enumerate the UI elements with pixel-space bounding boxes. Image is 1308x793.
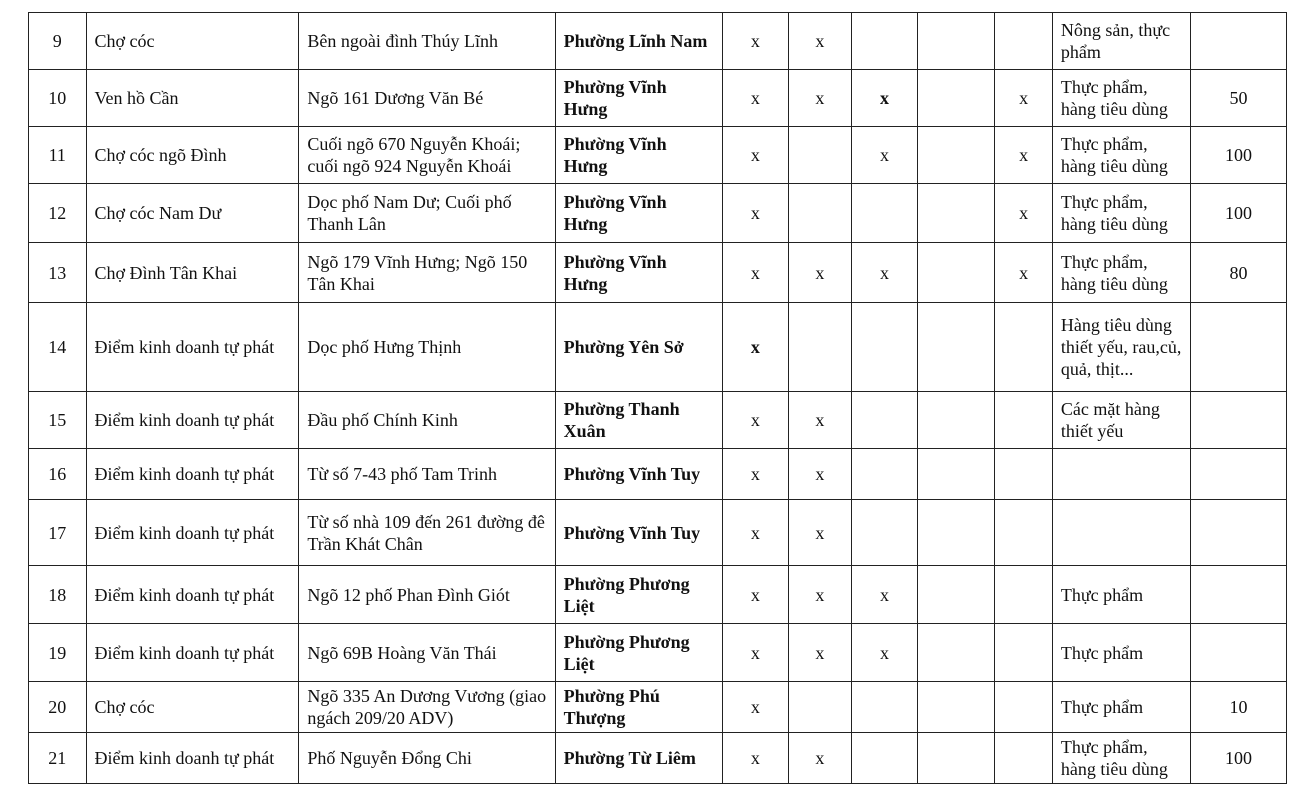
goods-type: Hàng tiêu dùng thiết yếu, rau,củ, quả, thịt... xyxy=(1052,303,1190,392)
table-row xyxy=(29,624,1287,682)
market-name: Chợ Đình Tân Khai xyxy=(86,243,299,303)
mark-cell-1: x xyxy=(723,500,789,566)
mark-cell-2: x xyxy=(788,624,852,682)
table-row xyxy=(29,566,1287,624)
goods-type xyxy=(1052,500,1190,566)
mark-cell-5: x xyxy=(995,243,1053,303)
vendor-count xyxy=(1191,449,1287,500)
ward-name: Phường Phương Liệt xyxy=(555,624,722,682)
goods-type xyxy=(1052,449,1190,500)
ward-name: Phường Lĩnh Nam xyxy=(555,13,722,70)
mark-cell-3: x xyxy=(852,624,918,682)
mark-cell-3: x xyxy=(852,70,918,127)
mark-cell-5 xyxy=(995,449,1053,500)
vendor-count: 100 xyxy=(1191,184,1287,243)
vendor-count xyxy=(1191,303,1287,392)
mark-cell-5 xyxy=(995,566,1053,624)
row-number: 19 xyxy=(29,624,87,682)
market-location: Dọc phố Nam Dư; Cuối phố Thanh Lân xyxy=(299,184,555,243)
market-name: Điểm kinh doanh tự phát xyxy=(86,733,299,784)
market-name: Điểm kinh doanh tự phát xyxy=(86,500,299,566)
goods-type: Thực phẩm xyxy=(1052,566,1190,624)
market-name: Điểm kinh doanh tự phát xyxy=(86,392,299,449)
market-location: Bên ngoài đình Thúy Lĩnh xyxy=(299,13,555,70)
mark-cell-2 xyxy=(788,127,852,184)
mark-cell-4 xyxy=(917,392,995,449)
mark-cell-3 xyxy=(852,184,918,243)
row-number: 16 xyxy=(29,449,87,500)
ward-name: Phường Vĩnh Hưng xyxy=(555,184,722,243)
market-name: Chợ cóc Nam Dư xyxy=(86,184,299,243)
ward-name: Phường Vĩnh Tuy xyxy=(555,500,722,566)
market-name: Điểm kinh doanh tự phát xyxy=(86,624,299,682)
market-location: Từ số nhà 109 đến 261 đường đê Trần Khát Chân xyxy=(299,500,555,566)
mark-cell-5 xyxy=(995,733,1053,784)
mark-cell-2: x xyxy=(788,13,852,70)
mark-cell-2: x xyxy=(788,243,852,303)
table-row xyxy=(29,392,1287,449)
market-table xyxy=(28,12,1287,784)
market-name: Chợ cóc xyxy=(86,13,299,70)
mark-cell-5 xyxy=(995,682,1053,733)
mark-cell-1: x xyxy=(723,624,789,682)
mark-cell-4 xyxy=(917,449,995,500)
market-name: Chợ cóc ngõ Đình xyxy=(86,127,299,184)
market-location: Phố Nguyễn Đổng Chi xyxy=(299,733,555,784)
mark-cell-2 xyxy=(788,682,852,733)
table-row xyxy=(29,127,1287,184)
mark-cell-5 xyxy=(995,13,1053,70)
ward-name: Phường Vĩnh Tuy xyxy=(555,449,722,500)
mark-cell-1: x xyxy=(723,243,789,303)
market-name: Ven hồ Cần xyxy=(86,70,299,127)
row-number: 9 xyxy=(29,13,87,70)
mark-cell-2 xyxy=(788,184,852,243)
goods-type: Thực phẩm, hàng tiêu dùng xyxy=(1052,733,1190,784)
ward-name: Phường Yên Sở xyxy=(555,303,722,392)
mark-cell-1: x xyxy=(723,733,789,784)
vendor-count xyxy=(1191,13,1287,70)
goods-type: Thực phẩm, hàng tiêu dùng xyxy=(1052,243,1190,303)
row-number: 18 xyxy=(29,566,87,624)
mark-cell-4 xyxy=(917,70,995,127)
mark-cell-4 xyxy=(917,184,995,243)
row-number: 10 xyxy=(29,70,87,127)
mark-cell-4 xyxy=(917,682,995,733)
goods-type: Các mặt hàng thiết yếu xyxy=(1052,392,1190,449)
market-location: Ngõ 161 Dương Văn Bé xyxy=(299,70,555,127)
mark-cell-1: x xyxy=(723,13,789,70)
goods-type: Thực phẩm, hàng tiêu dùng xyxy=(1052,127,1190,184)
row-number: 17 xyxy=(29,500,87,566)
ward-name: Phường Vĩnh Hưng xyxy=(555,243,722,303)
mark-cell-3 xyxy=(852,500,918,566)
table-row xyxy=(29,70,1287,127)
row-number: 14 xyxy=(29,303,87,392)
vendor-count: 100 xyxy=(1191,127,1287,184)
mark-cell-4 xyxy=(917,243,995,303)
goods-type: Thực phẩm xyxy=(1052,682,1190,733)
goods-type: Thực phẩm, hàng tiêu dùng xyxy=(1052,70,1190,127)
mark-cell-2: x xyxy=(788,733,852,784)
vendor-count xyxy=(1191,392,1287,449)
mark-cell-4 xyxy=(917,733,995,784)
mark-cell-5: x xyxy=(995,70,1053,127)
mark-cell-3: x xyxy=(852,127,918,184)
vendor-count: 50 xyxy=(1191,70,1287,127)
market-location: Đầu phố Chính Kinh xyxy=(299,392,555,449)
mark-cell-4 xyxy=(917,624,995,682)
table-row xyxy=(29,243,1287,303)
market-location: Ngõ 179 Vĩnh Hưng; Ngõ 150 Tân Khai xyxy=(299,243,555,303)
table-body xyxy=(29,13,1287,784)
mark-cell-1: x xyxy=(723,449,789,500)
mark-cell-3 xyxy=(852,449,918,500)
market-location: Ngõ 12 phố Phan Đình Giót xyxy=(299,566,555,624)
market-name: Chợ cóc xyxy=(86,682,299,733)
market-location: Ngõ 335 An Dương Vương (giao ngách 209/20 ADV) xyxy=(299,682,555,733)
market-location: Ngõ 69B Hoàng Văn Thái xyxy=(299,624,555,682)
ward-name: Phường Từ Liêm xyxy=(555,733,722,784)
vendor-count: 80 xyxy=(1191,243,1287,303)
market-name: Điểm kinh doanh tự phát xyxy=(86,303,299,392)
mark-cell-1: x xyxy=(723,70,789,127)
ward-name: Phường Thanh Xuân xyxy=(555,392,722,449)
mark-cell-4 xyxy=(917,127,995,184)
table-row xyxy=(29,682,1287,733)
market-location: Cuối ngõ 670 Nguyễn Khoái; cuối ngõ 924 Nguyễn Khoái xyxy=(299,127,555,184)
mark-cell-2: x xyxy=(788,449,852,500)
vendor-count: 100 xyxy=(1191,733,1287,784)
mark-cell-2: x xyxy=(788,566,852,624)
goods-type: Thực phẩm xyxy=(1052,624,1190,682)
mark-cell-4 xyxy=(917,500,995,566)
table-row xyxy=(29,13,1287,70)
table-row xyxy=(29,303,1287,392)
mark-cell-5 xyxy=(995,624,1053,682)
mark-cell-3 xyxy=(852,392,918,449)
market-name: Điểm kinh doanh tự phát xyxy=(86,449,299,500)
mark-cell-3 xyxy=(852,13,918,70)
vendor-count: 10 xyxy=(1191,682,1287,733)
ward-name: Phường Phương Liệt xyxy=(555,566,722,624)
mark-cell-5: x xyxy=(995,184,1053,243)
table-row xyxy=(29,733,1287,784)
market-name: Điểm kinh doanh tự phát xyxy=(86,566,299,624)
table-row xyxy=(29,500,1287,566)
row-number: 12 xyxy=(29,184,87,243)
vendor-count xyxy=(1191,566,1287,624)
mark-cell-4 xyxy=(917,13,995,70)
row-number: 15 xyxy=(29,392,87,449)
table-row xyxy=(29,184,1287,243)
mark-cell-2: x xyxy=(788,500,852,566)
mark-cell-1: x xyxy=(723,392,789,449)
goods-type: Nông sản, thực phẩm xyxy=(1052,13,1190,70)
ward-name: Phường Vĩnh Hưng xyxy=(555,70,722,127)
mark-cell-1: x xyxy=(723,127,789,184)
mark-cell-2: x xyxy=(788,392,852,449)
goods-type: Thực phẩm, hàng tiêu dùng xyxy=(1052,184,1190,243)
row-number: 21 xyxy=(29,733,87,784)
ward-name: Phường Vĩnh Hưng xyxy=(555,127,722,184)
mark-cell-3: x xyxy=(852,243,918,303)
vendor-count xyxy=(1191,500,1287,566)
mark-cell-1: x xyxy=(723,184,789,243)
vendor-count xyxy=(1191,624,1287,682)
mark-cell-5 xyxy=(995,500,1053,566)
ward-name: Phường Phú Thượng xyxy=(555,682,722,733)
mark-cell-1: x xyxy=(723,303,789,392)
row-number: 11 xyxy=(29,127,87,184)
mark-cell-3 xyxy=(852,303,918,392)
mark-cell-3: x xyxy=(852,566,918,624)
mark-cell-2 xyxy=(788,303,852,392)
mark-cell-1: x xyxy=(723,682,789,733)
mark-cell-1: x xyxy=(723,566,789,624)
mark-cell-4 xyxy=(917,303,995,392)
mark-cell-3 xyxy=(852,682,918,733)
mark-cell-5 xyxy=(995,392,1053,449)
mark-cell-4 xyxy=(917,566,995,624)
row-number: 20 xyxy=(29,682,87,733)
market-location: Từ số 7-43 phố Tam Trinh xyxy=(299,449,555,500)
mark-cell-2: x xyxy=(788,70,852,127)
mark-cell-3 xyxy=(852,733,918,784)
mark-cell-5: x xyxy=(995,127,1053,184)
mark-cell-5 xyxy=(995,303,1053,392)
market-location: Dọc phố Hưng Thịnh xyxy=(299,303,555,392)
table-row xyxy=(29,449,1287,500)
row-number: 13 xyxy=(29,243,87,303)
